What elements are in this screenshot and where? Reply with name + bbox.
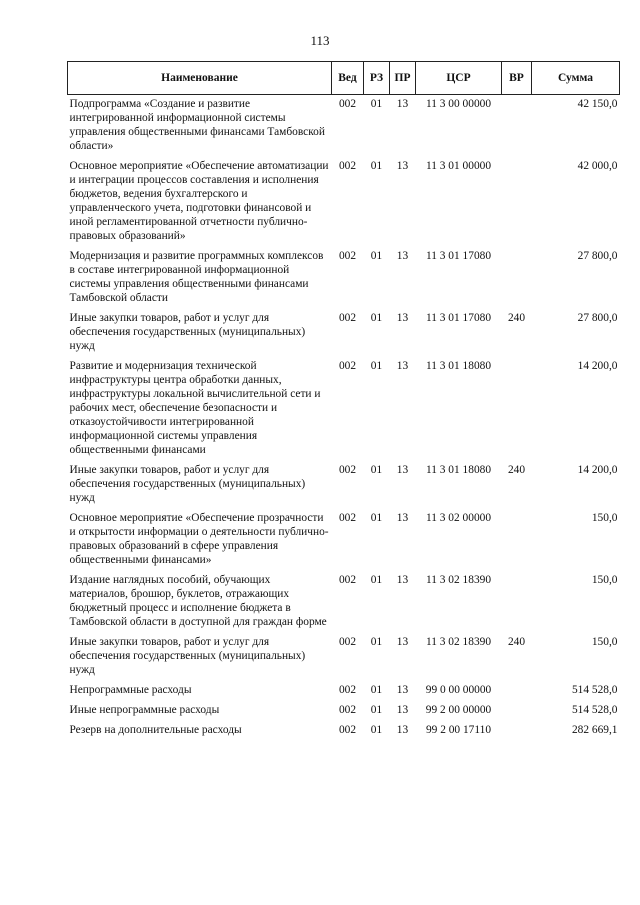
row-pr: 13	[396, 98, 409, 110]
row-vr	[502, 95, 532, 158]
row-csr: 11 3 02 18390	[425, 574, 492, 586]
row-pr: 13	[396, 250, 409, 262]
row-sum: 282 669,1	[571, 724, 618, 736]
table-row	[68, 509, 620, 571]
row-csr: 99 2 00 00000	[425, 704, 492, 716]
header-csr: ЦСР	[416, 62, 502, 95]
row-pr: 13	[396, 464, 409, 476]
table-row	[68, 157, 620, 247]
row-vr	[502, 157, 532, 247]
row-name: Резерв на дополнительные расходы	[69, 724, 242, 736]
row-ved: 002	[338, 464, 357, 476]
row-csr: 11 3 01 17080	[425, 312, 492, 324]
row-name: Подпрограмма «Создание и развитие интегрированной информационной системы управления общественными финансами Тамбовской области»	[69, 98, 325, 152]
row-ved: 002	[338, 636, 357, 648]
table-row	[68, 357, 620, 461]
row-rz: 01	[370, 636, 383, 648]
budget-table	[67, 61, 620, 741]
row-rz: 01	[370, 512, 383, 524]
row-ved: 002	[338, 312, 357, 324]
table-row	[68, 95, 620, 158]
row-vr	[502, 357, 532, 461]
header-sum: Сумма	[532, 62, 620, 95]
header-name: Наименование	[68, 62, 332, 95]
row-pr: 13	[396, 312, 409, 324]
table-row	[68, 461, 620, 509]
header-rz: РЗ	[364, 62, 390, 95]
row-sum: 514 528,0	[571, 684, 618, 696]
table-row	[68, 721, 620, 741]
row-csr: 11 3 02 00000	[425, 512, 492, 524]
row-name: Модернизация и развитие программных комплексов в составе интегрированной информационной системы управления общественными финансами Тамбовской области	[69, 250, 324, 304]
table-header-row	[68, 62, 620, 95]
row-vr	[502, 701, 532, 721]
row-rz: 01	[370, 312, 383, 324]
row-name: Непрограммные расходы	[69, 684, 192, 696]
table-row	[68, 681, 620, 701]
row-sum: 27 800,0	[577, 312, 618, 324]
row-name: Иные непрограммные расходы	[69, 704, 220, 716]
table-row	[68, 247, 620, 309]
row-name: Издание наглядных пособий, обучающих материалов, брошюр, буклетов, отражающих бюджетный процесс и исполнение бюджета в Тамбовской области в доступной для граждан форме	[69, 574, 327, 628]
row-name: Иные закупки товаров, работ и услуг для обеспечения государственных (муниципальных) нужд	[69, 636, 306, 676]
row-csr: 11 3 01 18080	[425, 464, 492, 476]
row-ved: 002	[338, 360, 357, 372]
row-sum: 150,0	[591, 512, 618, 524]
row-ved: 002	[338, 574, 357, 586]
header-ved: Вед	[332, 62, 364, 95]
row-rz: 01	[370, 464, 383, 476]
row-pr: 13	[396, 512, 409, 524]
row-pr: 13	[396, 684, 409, 696]
row-csr: 11 3 00 00000	[425, 98, 492, 110]
row-ved: 002	[338, 704, 357, 716]
row-csr: 99 0 00 00000	[425, 684, 492, 696]
row-rz: 01	[370, 704, 383, 716]
row-ved: 002	[338, 684, 357, 696]
row-pr: 13	[396, 574, 409, 586]
row-sum: 42 150,0	[577, 98, 618, 110]
row-sum: 150,0	[591, 574, 618, 586]
row-vr: 240	[507, 464, 526, 476]
table-row	[68, 571, 620, 633]
row-sum: 14 200,0	[577, 360, 618, 372]
row-sum: 14 200,0	[577, 464, 618, 476]
row-name: Иные закупки товаров, работ и услуг для обеспечения государственных (муниципальных) нужд	[69, 464, 306, 504]
row-csr: 11 3 02 18390	[425, 636, 492, 648]
row-rz: 01	[370, 98, 383, 110]
row-vr: 240	[507, 636, 526, 648]
table-row	[68, 701, 620, 721]
row-name: Развитие и модернизация технической инфраструктуры центра обработки данных, инфраструктуры локальной вычислительной сети и рабочих мест, обеспечение безопасности и отказоустойчивости интегрированной информационной системы управления общественными финансами	[69, 360, 321, 456]
row-ved: 002	[338, 724, 357, 736]
row-csr: 11 3 01 00000	[425, 160, 492, 172]
row-pr: 13	[396, 160, 409, 172]
row-vr	[502, 247, 532, 309]
row-pr: 13	[396, 704, 409, 716]
row-csr: 11 3 01 17080	[425, 250, 492, 262]
row-vr	[502, 721, 532, 741]
row-csr: 99 2 00 17110	[425, 724, 492, 736]
row-ved: 002	[338, 160, 357, 172]
row-sum: 514 528,0	[571, 704, 618, 716]
row-sum: 42 000,0	[577, 160, 618, 172]
row-ved: 002	[338, 98, 357, 110]
header-vr: ВР	[502, 62, 532, 95]
header-pr: ПР	[390, 62, 416, 95]
row-sum: 27 800,0	[577, 250, 618, 262]
row-name: Иные закупки товаров, работ и услуг для обеспечения государственных (муниципальных) нужд	[69, 312, 306, 352]
row-name: Основное мероприятие «Обеспечение автоматизации и интеграции процессов составления и исполнения бюджетов, ведения бухгалтерского и управленческого учета, подготовки финансовой и иной регламентированной отчетности публично-правовых образований»	[69, 160, 329, 242]
row-vr	[502, 681, 532, 701]
row-pr: 13	[396, 636, 409, 648]
row-name: Основное мероприятие «Обеспечение прозрачности и открытости информации о деятельности публично-правовых образований в сфере управления общественными финансами»	[69, 512, 329, 566]
row-vr: 240	[507, 312, 526, 324]
row-pr: 13	[396, 724, 409, 736]
row-rz: 01	[370, 360, 383, 372]
table-row	[68, 633, 620, 681]
row-vr	[502, 509, 532, 571]
row-rz: 01	[370, 574, 383, 586]
row-sum: 150,0	[591, 636, 618, 648]
row-rz: 01	[370, 724, 383, 736]
page-number: 113	[310, 33, 330, 48]
row-rz: 01	[370, 160, 383, 172]
row-ved: 002	[338, 250, 357, 262]
row-pr: 13	[396, 360, 409, 372]
row-csr: 11 3 01 18080	[425, 360, 492, 372]
row-vr	[502, 571, 532, 633]
row-rz: 01	[370, 684, 383, 696]
table-row	[68, 309, 620, 357]
row-rz: 01	[370, 250, 383, 262]
row-ved: 002	[338, 512, 357, 524]
